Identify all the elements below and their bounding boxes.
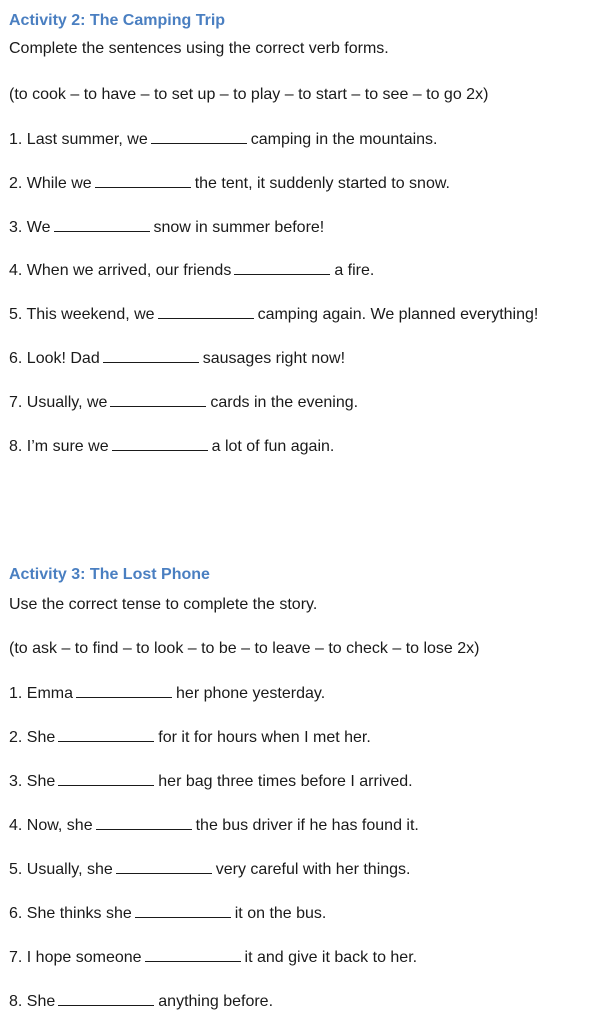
answer-blank[interactable] (58, 991, 154, 1006)
activity-3-item-2 (9, 727, 371, 748)
item-text-before: 3. She (9, 773, 56, 790)
item-text-after: it and give it back to her. (244, 949, 418, 966)
item-text-after: her phone yesterday. (176, 685, 326, 702)
item-text-after: a fire. (334, 262, 375, 279)
item-text-before: 5. This weekend, we (9, 306, 155, 323)
activity-2-item-4 (9, 260, 374, 281)
item-text-after: a lot of fun again. (211, 438, 335, 455)
activity-2-item-5 (9, 304, 538, 325)
activity-2-item-1 (9, 129, 438, 150)
item-text-before: 3. We (9, 219, 51, 236)
activity-2-item-7 (9, 392, 358, 413)
item-text-after: for it for hours when I met her. (158, 729, 371, 746)
activity-2-item-8 (9, 436, 334, 457)
activity-3-instruction: Use the correct tense to complete the story. (9, 596, 318, 613)
item-text-after: anything before. (158, 993, 274, 1010)
activity-2-item-3 (9, 217, 324, 238)
item-text-after: sausages right now! (202, 350, 346, 367)
item-text-before: 2. She (9, 729, 56, 746)
activity-3-item-1 (9, 683, 325, 704)
item-text-before: 4. When we arrived, our friends (9, 262, 232, 279)
answer-blank[interactable] (135, 903, 231, 918)
activity-2-title: Activity 2: The Camping Trip (9, 12, 226, 29)
answer-blank[interactable] (158, 304, 254, 319)
activity-2-word-bank: (to cook – to have – to set up – to play – to start – to see – to go 2x) (9, 86, 489, 103)
item-text-before: 5. Usually, she (9, 861, 113, 878)
item-text-after: it on the bus. (234, 905, 327, 922)
item-text-after: her bag three times before I arrived. (158, 773, 413, 790)
item-text-after: camping in the mountains. (250, 131, 438, 148)
item-text-before: 8. I’m sure we (9, 438, 109, 455)
activity-2-instruction: Complete the sentences using the correct verb forms. (9, 40, 389, 57)
item-text-after: the bus driver if he has found it. (195, 817, 419, 834)
item-text-before: 1. Emma (9, 685, 74, 702)
item-text-before: 7. I hope someone (9, 949, 142, 966)
item-text-after: cards in the evening. (210, 394, 359, 411)
answer-blank[interactable] (76, 683, 172, 698)
answer-blank[interactable] (96, 815, 192, 830)
item-text-after: snow in summer before! (153, 219, 325, 236)
activity-3-item-8 (9, 991, 273, 1012)
answer-blank[interactable] (151, 129, 247, 144)
answer-blank[interactable] (54, 217, 150, 232)
activity-3-item-5 (9, 859, 411, 880)
item-text-after: the tent, it suddenly started to snow. (194, 175, 450, 192)
answer-blank[interactable] (145, 947, 241, 962)
item-text-before: 2. While we (9, 175, 92, 192)
answer-blank[interactable] (103, 348, 199, 363)
activity-3-item-7 (9, 947, 417, 968)
activity-3-title: Activity 3: The Lost Phone (9, 566, 210, 583)
activity-2-item-6 (9, 348, 345, 369)
answer-blank[interactable] (234, 260, 330, 275)
item-text-before: 7. Usually, we (9, 394, 108, 411)
item-text-after: camping again. We planned everything! (257, 306, 539, 323)
item-text-before: 1. Last summer, we (9, 131, 148, 148)
answer-blank[interactable] (112, 436, 208, 451)
item-text-before: 4. Now, she (9, 817, 93, 834)
activity-3-item-3 (9, 771, 413, 792)
activity-3-item-4 (9, 815, 419, 836)
item-text-before: 6. She thinks she (9, 905, 132, 922)
answer-blank[interactable] (116, 859, 212, 874)
item-text-before: 8. She (9, 993, 56, 1010)
answer-blank[interactable] (58, 771, 154, 786)
answer-blank[interactable] (95, 173, 191, 188)
item-text-before: 6. Look! Dad (9, 350, 100, 367)
activity-2-item-2 (9, 173, 450, 194)
activity-3-item-6 (9, 903, 326, 924)
answer-blank[interactable] (110, 392, 206, 407)
item-text-after: very careful with her things. (215, 861, 411, 878)
answer-blank[interactable] (58, 727, 154, 742)
activity-3-word-bank: (to ask – to find – to look – to be – to leave – to check – to lose 2x) (9, 640, 480, 657)
